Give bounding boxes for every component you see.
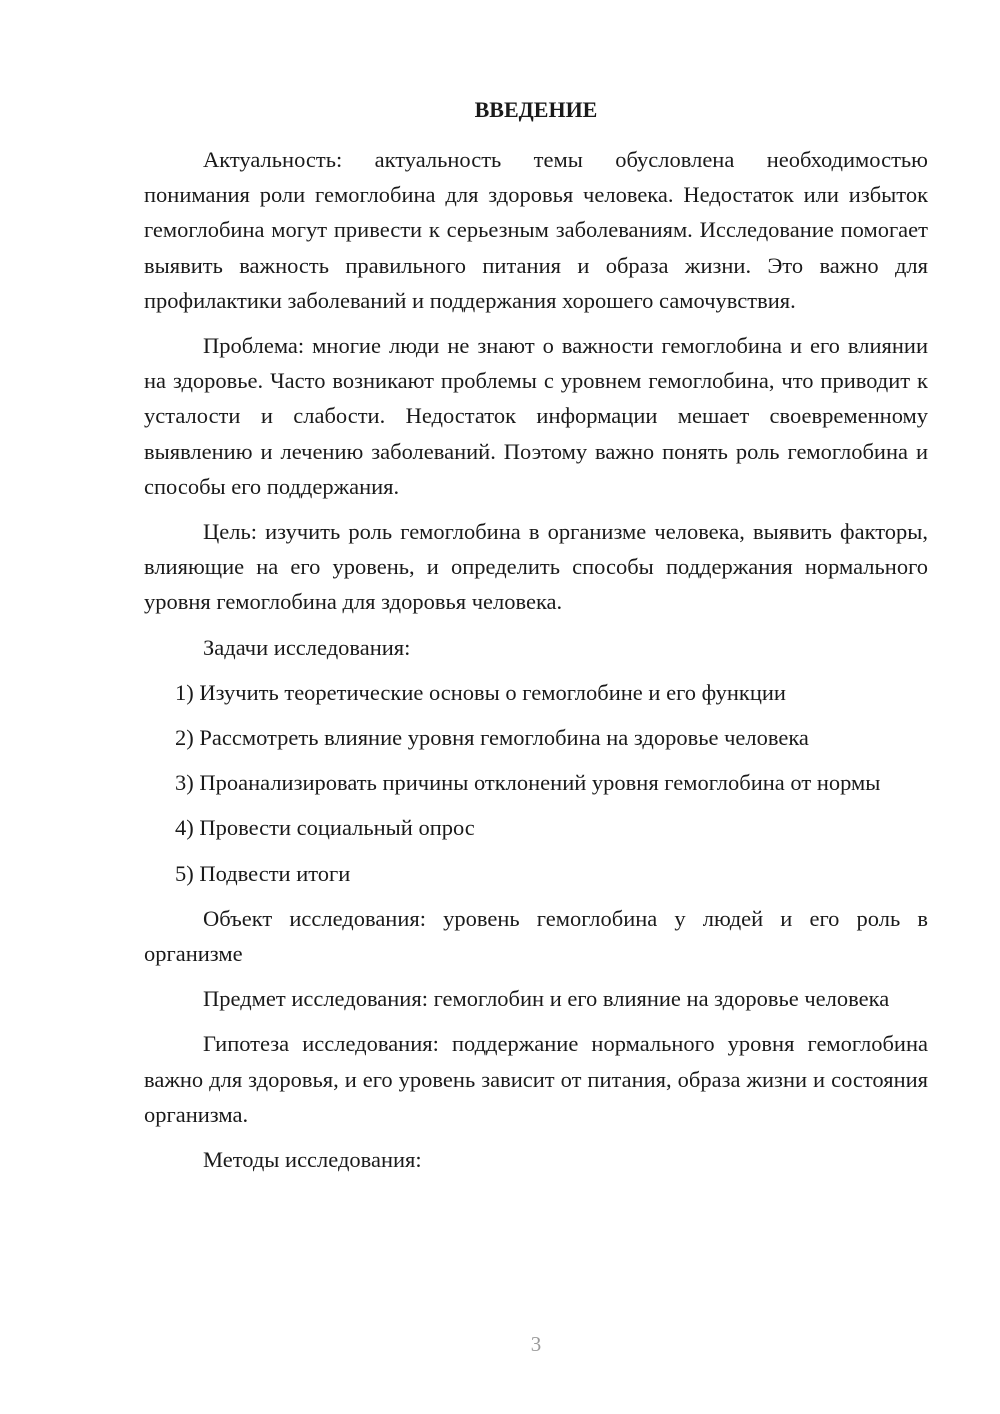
document-title: ВВЕДЕНИЕ [474, 97, 598, 122]
list-item: 2) Рассмотреть влияние уровня гемоглобина на здоровье человека [175, 725, 809, 751]
list-item: 5) Подвести итоги [175, 860, 351, 886]
paragraph-object: Объект исследования: уровень гемоглобина у людей и его роль в организме [144, 905, 928, 967]
tasks-heading: Задачи исследования: [203, 634, 411, 660]
list-item: 1) Изучить теоретические основы о гемоглобине и его функции [175, 679, 786, 705]
paragraph-hypothesis: Гипотеза исследования: поддержание нормального уровня гемоглобина важно для здоровья, и его уровень зависит от питания, образа жизни и состояния организма. [144, 1031, 928, 1127]
list-item: 3) Проанализировать причины отклонений уровня гемоглобина от нормы [175, 770, 881, 796]
paragraph-subject: Предмет исследования: гемоглобин и его влияние на здоровье человека [203, 986, 890, 1012]
list-item: 4) Провести социальный опрос [175, 815, 475, 841]
page-number: 3 [530, 1332, 542, 1356]
methods-heading: Методы исследования: [203, 1147, 422, 1173]
paragraph-problem: Проблема: многие люди не знают о важности гемоглобина и его влиянии на здоровье. Часто возникают проблемы с уровнем гемоглобина, что приводит к усталости и слабости. Недостаток информации мешает своевременному выявлению и лечению заболеваний. Поэтому важно понять роль гемоглобина и способы его поддержания. [144, 333, 928, 499]
paragraph-goal: Цель: изучить роль гемоглобина в организме человека, выявить факторы, влияющие на его уровень, и определить способы поддержания нормального уровня гемоглобина для здоровья человека. [144, 519, 928, 615]
paragraph-relevance: Актуальность: актуальность темы обусловлена необходимостью понимания роли гемоглобина для здоровья человека. Недостаток или избыток гемоглобина могут привести к серьезным заболеваниям. Исследование помогает выявить важность правильного питания и образа жизни. Это важно для профилактики заболеваний и поддержания хорошего самочувствия. [144, 147, 928, 313]
tasks-list [144, 675, 928, 891]
document-body [144, 92, 928, 1187]
